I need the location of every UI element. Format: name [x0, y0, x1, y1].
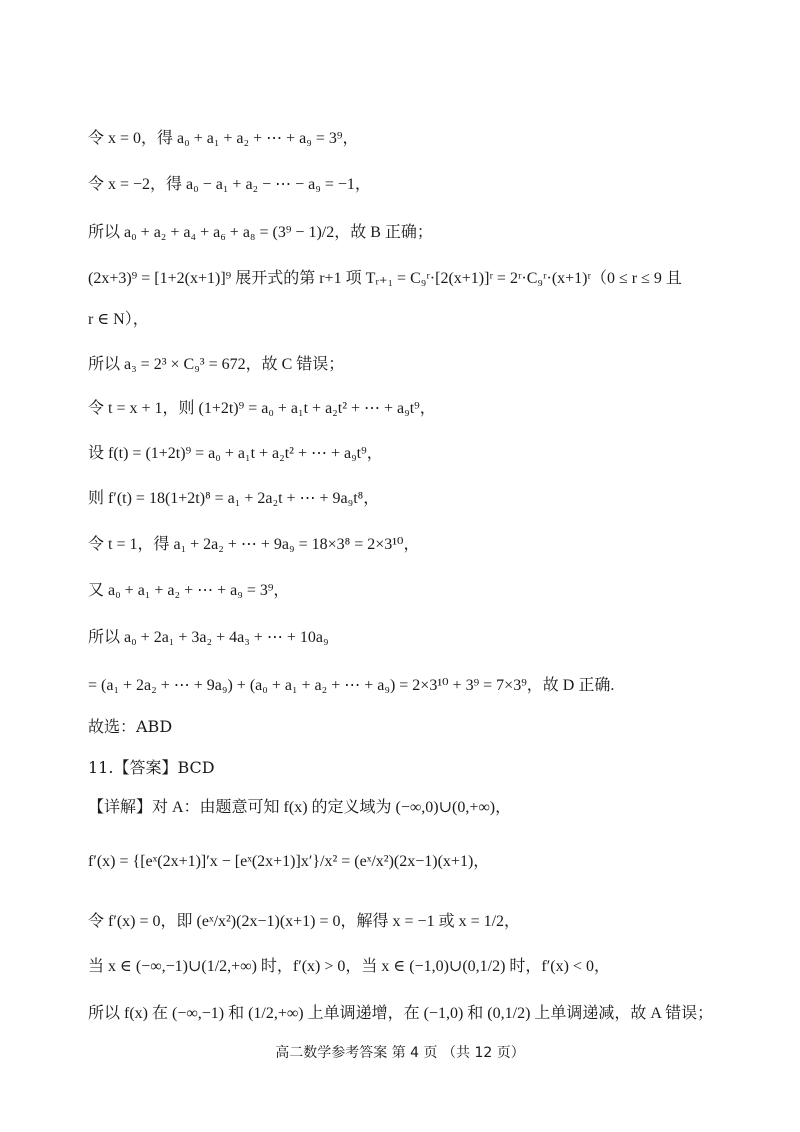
solution-line-6: 所以 a₃ = 2³ × C₉³ = 672，故 C 错误；	[88, 356, 345, 373]
solution-line-13: = (a₁ + 2a₂ + ⋯ + 9a₉) + (a₀ + a₁ + a₂ + ⋯ + a₉) = 2×3¹⁰ + 3⁹ = 7×3⁹，故 D 正确.	[88, 677, 615, 694]
solution-detail-line-5: 所以 f(x) 在 (−∞,−1) 和 (1/2,+∞) 上单调递增，在 (−1,0) 和 (0,1/2) 上单调递减，故 A 错误；	[88, 1005, 714, 1022]
solution-line-3: 所以 a₀ + a₂ + a₄ + a₆ + a₈ = (3⁹ − 1)/2，故 B 正确；	[88, 224, 433, 241]
solution-line-4: (2x+3)⁹ = [1+2(x+1)]⁹ 展开式的第 r+1 项 Tᵣ₊₁ = C₉ʳ·[2(x+1)]ʳ = 2ʳ·C₉ʳ·(x+1)ʳ（0 ≤ r ≤ 9 且	[88, 270, 682, 287]
solution-detail-line-3: 令 f′(x) = 0，即 (eˣ/x²)(2x−1)(x+1) = 0，解得 x = −1 或 x = 1/2，	[88, 913, 521, 930]
question-11-answer: 11.【答案】BCD	[88, 758, 215, 777]
solution-line-2: 令 x = −2，得 a₀ − a₁ + a₂ − ⋯ − a₉ = −1，	[88, 176, 371, 193]
page-footer: 高二数学参考答案 第 4 页 （共 12 页）	[275, 1045, 525, 1061]
solution-line-1: 令 x = 0，得 a₀ + a₁ + a₂ + ⋯ + a₉ = 3⁹，	[88, 130, 359, 147]
solution-line-9: 则 f′(t) = 18(1+2t)⁸ = a₁ + 2a₂t + ⋯ + 9a₉t⁸，	[88, 490, 380, 507]
solution-line-5: r ∈ N），	[88, 311, 149, 328]
solution-detail-line-2: f′(x) = {[eˣ(2x+1)]′x − [eˣ(2x+1)]x′}/x² = (eˣ/x²)(2x−1)(x+1)，	[88, 853, 490, 870]
solution-line-12: 所以 a₀ + 2a₁ + 3a₂ + 4a₃ + ⋯ + 10a₉	[88, 629, 329, 646]
solution-line-8: 设 f(t) = (1+2t)⁹ = a₀ + a₁t + a₂t² + ⋯ + a₉t⁹，	[88, 445, 383, 462]
solution-line-7: 令 t = x + 1，则 (1+2t)⁹ = a₀ + a₁t + a₂t² + ⋯ + a₉t⁹，	[88, 400, 436, 417]
solution-detail-line-1: 【详解】对 A：由题意可知 f(x) 的定义域为 (−∞,0)∪(0,+∞)，	[88, 799, 512, 816]
answer-choice-line: 故选：ABD	[88, 717, 173, 736]
solution-line-11: 又 a₀ + a₁ + a₂ + ⋯ + a₉ = 3⁹，	[88, 582, 290, 599]
solution-line-10: 令 t = 1，得 a₁ + 2a₂ + ⋯ + 9a₉ = 18×3⁸ = 2×3¹⁰，	[88, 536, 420, 553]
solution-detail-line-4: 当 x ∈ (−∞,−1)∪(1/2,+∞) 时，f′(x) > 0，当 x ∈ (−1,0)∪(0,1/2) 时，f′(x) < 0，	[88, 958, 610, 975]
